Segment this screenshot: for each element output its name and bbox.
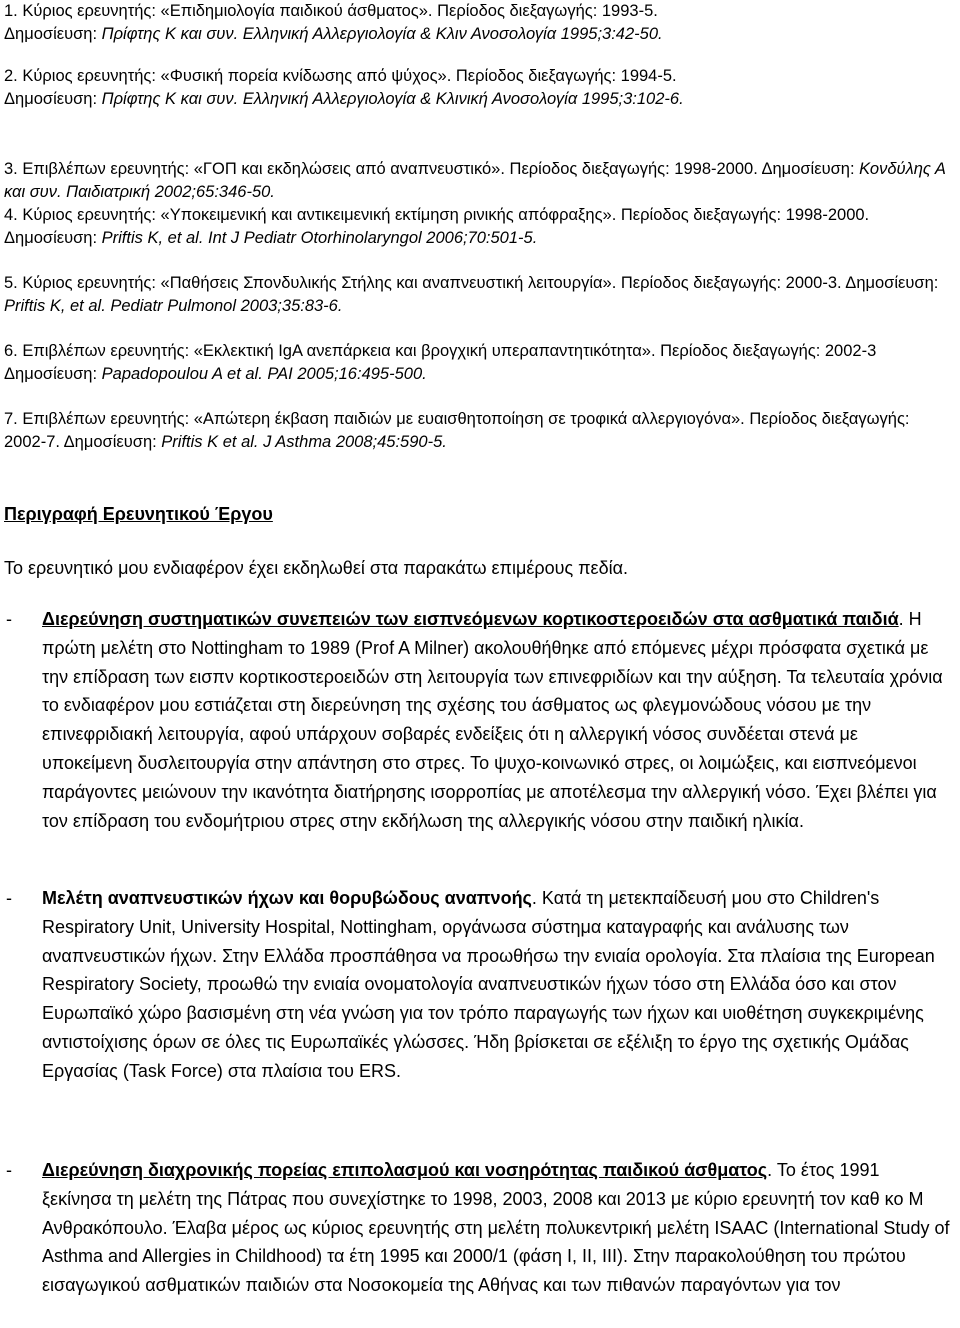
item-text: Κύριος ερευνητής: «Φυσική πορεία κνίδωσης από ψύχος». Περίοδος διεξαγωγής: 1994-5. bbox=[22, 67, 677, 85]
publication-label: Δημοσίευση: bbox=[845, 274, 939, 292]
publication-item-4 bbox=[4, 204, 954, 250]
item-text: Επιβλέπων ερευνητής: «Απώτερη έκβαση παιδιών με ευαισθητοποίηση σε τροφικά αλλεργιογόνα». Περίοδος διεξαγωγής: 2002-7. bbox=[4, 410, 910, 451]
research-field-2 bbox=[4, 884, 950, 1086]
publication-detail: Priftis K, et al. Pediatr Pulmonol 2003;35:83-6. bbox=[4, 297, 343, 315]
publication-label: Δημοσίευση: bbox=[63, 433, 162, 451]
item-text: Επιβλέπων ερευνητής: «Εκλεκτική IgA ανεπάρκεια και βρογχική υπεραπαντητικότητα». Περίοδος διεξαγωγής: 2002-3 bbox=[22, 342, 877, 360]
bullet-heading: Διερεύνηση συστηματικών συνεπειών των εισπνεόμενων κορτικοστεροειδών στα ασθματικά παιδιά bbox=[42, 609, 899, 629]
bullet-body bbox=[42, 605, 950, 835]
publication-label: Δημοσίευση: bbox=[4, 365, 102, 383]
publication-label: Δημοσίευση: bbox=[4, 90, 102, 108]
publication-detail: Papadopoulou A et al. PAI 2005;16:495-500. bbox=[101, 365, 427, 383]
item-text: Κύριος ερευνητής: «Επιδημιολογία παιδικού άσθματος». Περίοδος διεξαγωγής: 1993-5. bbox=[22, 2, 658, 20]
bullet-heading: Διερεύνηση διαχρονικής πορείας επιπολασμού και νοσηρότητας παιδικού άσθματος bbox=[42, 1160, 768, 1180]
publication-label: Δημοσίευση: bbox=[4, 25, 102, 43]
bullet-text: . Η πρώτη μελέτη στο Nottingham το 1989 (Prof A Milner) ακολουθήθηκε από επόμενες μέχρι πρόσφατα σχετικά με την επίδραση των εισπν κορτικοστεροειδών στη λειτουργία των επινεφριδίων και την αύξηση. Τα τελευταία χρόνια το ενδιαφέρον μου εστιάζεται στη διερεύνηση της σχέσης του άσθματος ως φλεγμονώδους νόσου με την επινεφριδιακή λειτουργία, αφού υπάρχουν σοβαρές ενδείξεις ότι η αλλεργική νόσος συνδέεται στενά με υποκείμενη δυσλειτουργία στην απάντηση στο στρες. Το ψυχο-κοινωνικό στρες, οι λοιμώξεις, και εισπνεόμενοι παράγοντες μειώνουν την ικανότητα διατήρησης ισορροπίας με αποτέλεσμα την αλλεργική νόσο. Έχει βλέπει για τον επίδραση του ενδομήτριου στρες στην εκδήλωση της αλλεργικής νόσου στην παιδική ηλικία. bbox=[42, 609, 943, 831]
publication-item-1 bbox=[4, 0, 663, 46]
research-field-1 bbox=[4, 605, 950, 835]
publication-item-2 bbox=[4, 65, 684, 111]
item-text: Κύριος ερευνητής: «Παθήσεις Σπονδυλικής Στήλης και αναπνευστική λειτουργία». Περίοδος διεξαγωγής: 2000-3. bbox=[22, 274, 842, 292]
bullet-body bbox=[42, 884, 950, 1086]
item-number: 6. bbox=[4, 342, 18, 360]
item-number: 5. bbox=[4, 274, 18, 292]
item-number: 2. bbox=[4, 67, 18, 85]
bullet-dash: - bbox=[6, 609, 12, 629]
publication-detail: Πρίφτης Κ και συν. Ελληνική Αλλεργιολογία & Κλιν Ανοσολογία 1995;3:42-50. bbox=[101, 25, 663, 43]
publication-detail: Priftis K, et al. Int J Pediatr Otorhinolaryngol 2006;70:501-5. bbox=[101, 229, 538, 247]
bullet-text: . Το έτος 1991 ξεκίνησα τη μελέτη της Πάτρας που συνεχίστηκε το 1998, 2003, 2008 και 2013 με κύριο ερευνητή τον καθ κο Μ Ανθρακόπουλο. Έλαβα μέρος ως κύριος ερευνητής στη μελέτη πολυκεντρική μελέτη ISAAC (International Study of Asthma and Allergies in Childhood) τα έτη 1995 και 2000/1 (φάση I, II, III). Στην παρακολούθηση του πρώτου εισαγωγικού ασθματικών παιδιών στα Νοσοκομεία της Αθήνας και των πιθανών παραγόντων για τον bbox=[42, 1160, 950, 1296]
bullet-heading: Μελέτη αναπνευστικών ήχων και θορυβώδους αναπνοής bbox=[42, 888, 532, 908]
publication-label: Δημοσίευση: bbox=[4, 229, 102, 247]
bullet-dash: - bbox=[6, 1160, 12, 1180]
bullet-text: . Κατά τη μετεκπαίδευσή μου στο Children's Respiratory Unit, University Hospital, Nottingham, οργάνωσα σύστημα καταγραφής και ανάλυσης των αναπνευστικών ήχων. Στην Ελλάδα προσπάθησα να προωθήσω την ενιαία ορολογία. Στα πλαίσια της European Respiratory Society, προωθώ την ενιαία ονοματολογία αναπνευστικών ήχων τόσο στη Ελλάδα όσο και στον Ευρωπαϊκό χώρο βασισμένη στη νέα γνώση για τον τρόπο παραγωγής των ήχων και υιοθέτηση συγκεκριμένης αντιστοίχισης όρων σε όλες τις Ευρωπαϊκές γλώσσες. Ήδη βρίσκεται σε εξέλιξη το έργο της σχετικής Ομάδας Εργασίας (Task Force) στα πλαίσια του ERS. bbox=[42, 888, 935, 1081]
item-number: 3. bbox=[4, 160, 18, 178]
item-number: 7. bbox=[4, 410, 18, 428]
section-title: Περιγραφή Ερευνητικού Έργου bbox=[4, 504, 273, 524]
bullet-dash: - bbox=[6, 888, 12, 908]
publication-item-5 bbox=[4, 272, 954, 318]
publication-detail: Priftis K et al. J Asthma 2008;45:590-5. bbox=[161, 433, 447, 451]
publication-item-3 bbox=[4, 158, 954, 204]
publication-item-6 bbox=[4, 340, 954, 386]
item-number: 1. bbox=[4, 2, 18, 20]
publication-detail: Κονδύλης Α και συν. Παιδιατρική 2002;65:346-50. bbox=[4, 160, 946, 201]
item-number: 4. bbox=[4, 206, 18, 224]
item-text: Κύριος ερευνητής: «Υποκειμενική και αντικειμενική εκτίμηση ρινικής απόφραξης». Περίοδος διεξαγωγής: 1998-2000. bbox=[22, 206, 870, 224]
bullet-body bbox=[42, 1156, 950, 1300]
publication-label: Δημοσίευση: bbox=[761, 160, 860, 178]
item-text: Επιβλέπων ερευνητής: «ΓΟΠ και εκδηλώσεις από αναπνευστικό». Περίοδος διεξαγωγής: 1998-2000. bbox=[22, 160, 758, 178]
publication-detail: Πρίφτης Κ και συν. Ελληνική Αλλεργιολογία & Κλινική Ανοσολογία 1995;3:102-6. bbox=[101, 90, 684, 108]
research-field-3 bbox=[4, 1156, 950, 1300]
publication-item-7 bbox=[4, 408, 954, 454]
intro-paragraph: Το ερευνητικό μου ενδιαφέρον έχει εκδηλωθεί στα παρακάτω επιμέρους πεδία. bbox=[4, 558, 629, 578]
